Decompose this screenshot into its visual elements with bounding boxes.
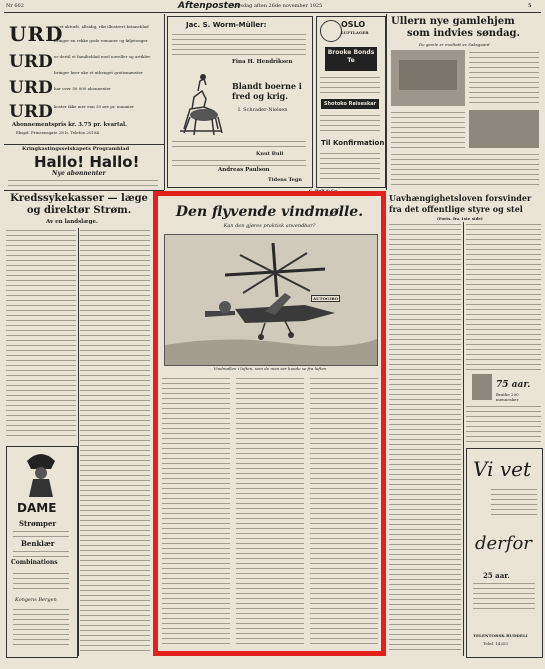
kreds-headline: Kredssykekasser — læge og direktør Strøm. — [10, 193, 148, 216]
dame-text-1 — [13, 529, 69, 537]
date-line: torsdag aften 26de november 1925 — [233, 3, 323, 9]
dame-text-2 — [13, 549, 69, 557]
oslo-text-3 — [320, 151, 380, 183]
oslo-text — [320, 75, 380, 95]
oslo-product2: Shotoko Reiseskar — [321, 99, 379, 109]
dame-illustration — [21, 451, 61, 497]
vi-vet-text — [491, 487, 537, 515]
featured-byline: C. Holt & Co. — [309, 188, 339, 193]
column-rule — [463, 222, 464, 656]
kreds-column-2 — [80, 228, 150, 652]
image-label: AUTOGIRO — [313, 296, 339, 301]
ullern-headline-2: som indvies søndag. — [407, 28, 521, 39]
dame-line2: Benklær — [21, 539, 55, 548]
vi-vet-phone: Telef. 14353 — [483, 641, 508, 646]
dame-line3: Combinations — [11, 559, 58, 566]
radio-headline: Hallo! Hallo! — [34, 153, 140, 171]
right-column-2 — [466, 222, 541, 370]
dame-brand: DAME — [17, 501, 57, 515]
dame-ad — [6, 446, 78, 658]
dame-shop: Kongens Bergen — [15, 597, 57, 603]
right-headline-2: fra det offentlige styre og stel — [389, 204, 523, 214]
worm-author2: I. Schrader-Nielsen — [238, 107, 288, 113]
ullern-text-3 — [391, 152, 539, 188]
radio-body-text — [8, 178, 158, 188]
oslo-brand: OSLO — [341, 20, 366, 29]
ullern-photo-2 — [469, 110, 539, 148]
vi-vet-footer: derfor — [475, 533, 532, 554]
kreds-sub: Av en landslæge. — [46, 219, 98, 225]
urd-logo-4: URD — [9, 102, 53, 122]
oslo-sub: LUFTLAGER — [341, 30, 369, 35]
urd-ad — [6, 16, 164, 142]
vi-vet-text-2 — [473, 581, 535, 611]
divider — [4, 190, 164, 191]
vi-vet-years: 25 aar. — [483, 571, 510, 580]
column-rule — [78, 228, 79, 656]
urd-line-5: har over 50 000 abonnenter — [54, 86, 111, 91]
oslo-emblem — [320, 20, 342, 42]
image-caption: Vindmøllen i luften, som de man ser kunde se fra luften — [213, 366, 327, 371]
vi-vet-headline: Vi vet — [473, 457, 532, 481]
radio-sub: Nye abonnenter — [52, 170, 106, 177]
worm-title: Jac. S. Worm-Müller: — [186, 21, 267, 29]
anniversary-text — [466, 404, 541, 444]
right-headline: Uavhængighetsloven forsvinder — [389, 193, 532, 203]
worm-book-title: Blandt boerne i fred og krig. — [232, 81, 302, 101]
column-rule — [386, 14, 387, 190]
right-sub: (Forts. fra 1ste side) — [437, 216, 483, 221]
worm-text — [172, 32, 306, 58]
urd-logo-2: URD — [9, 52, 53, 72]
oslo-product-box: Brooke Bonds Te — [325, 47, 377, 71]
radio-ad — [6, 146, 164, 188]
page-number-right: 5 — [528, 3, 532, 9]
dame-text-3 — [13, 571, 69, 591]
ullern-headline: Ullern nye gamlehjem — [391, 16, 515, 27]
vi-vet-ad — [466, 448, 543, 658]
portrait-photo — [472, 374, 492, 400]
masthead-rule — [4, 12, 541, 13]
oslo-text-2 — [320, 113, 380, 135]
dame-text-4 — [13, 607, 69, 647]
column-rule — [164, 14, 165, 190]
divider — [4, 144, 164, 145]
ullern-article — [389, 16, 541, 191]
ullern-caption: De gamle er modtatt av Saksgaard — [419, 42, 490, 47]
oslo-headline: Til Konfirmation — [321, 139, 385, 147]
worm-author3: Knut Bull — [256, 151, 284, 157]
ullern-text-1 — [469, 50, 539, 106]
kreds-column-1 — [6, 228, 76, 440]
radio-title: Kringkastingsselskapets Programblad — [22, 146, 130, 152]
highlight-frame — [153, 191, 386, 656]
vi-vet-shop: TELENTORSK BUDDELI — [473, 633, 528, 638]
urd-price: Abonnementspris kr. 3.75 pr. kvartal. — [12, 122, 128, 128]
anniversary-sub: Bratlie 200 mennesker — [496, 392, 519, 402]
urd-logo-3: URD — [9, 78, 53, 98]
anniversary-headline: 75 aar. — [496, 380, 531, 390]
worm-text-3 — [172, 158, 306, 166]
horseman-illustration — [174, 69, 226, 139]
paper-name: Aftenposten — [178, 1, 241, 11]
worm-author5: Tidens Tegn — [268, 177, 302, 183]
urd-line-3: er dertil et familieblad med noveller og artikler — [54, 54, 151, 59]
ullern-text-2 — [391, 110, 465, 148]
ullern-photo-1 — [391, 50, 465, 106]
oslo-ad — [316, 16, 386, 188]
urd-address: Ekspd. Prinsensgate 28 b. Telefon 20184 — [16, 130, 100, 135]
page-number-left: Nr 602 — [6, 3, 24, 9]
urd-logo: URD — [9, 22, 64, 46]
urd-line-6: koster ikke mer enn 30 øre pr. nummer — [54, 104, 134, 109]
worm-muller-ad — [167, 16, 313, 188]
featured-subtitle: Kan den gjøres praktisk anvendbar? — [223, 223, 316, 229]
urd-line-4: bringer hver uke et uthenget gratismønster — [54, 70, 143, 75]
right-column-1 — [389, 222, 461, 654]
worm-quote-author: Fina H. Hendriksen — [232, 59, 293, 65]
dame-line1: Strømper — [19, 519, 57, 528]
urd-line-1: er et aktuelt, allsidig, rikt illustrert kvinneblad — [54, 24, 149, 29]
featured-title: Den flyvende vindmølle. — [175, 204, 364, 220]
worm-text-2 — [172, 139, 306, 149]
worm-author4: Andreas Paulson — [218, 167, 270, 173]
anniversary-notice — [466, 374, 541, 444]
urd-line-2: bringer en rekke gode romaner og føljetonger — [54, 38, 148, 43]
